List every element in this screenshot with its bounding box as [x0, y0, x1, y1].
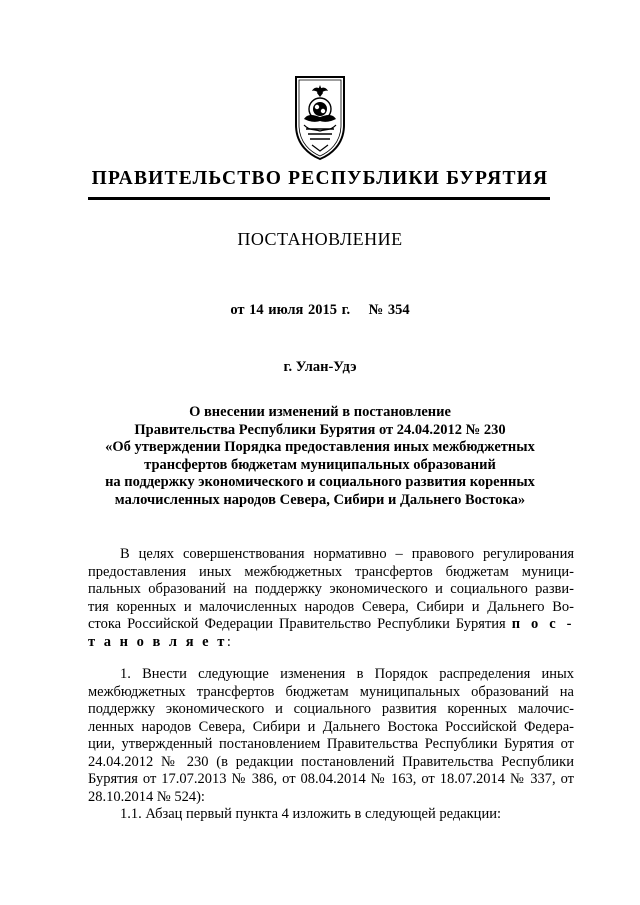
paragraph-line: предоставления иных межбюджетных трансфертов бюджетам муници-: [88, 563, 574, 580]
document-type: ПОСТАНОВЛЕНИЕ: [237, 229, 403, 249]
paragraph-item-1: [88, 666, 574, 806]
heading-line: трансфертов бюджетам муниципальных образований: [144, 456, 496, 473]
paragraph-preamble: [88, 546, 574, 651]
paragraph-line: [88, 634, 574, 652]
heading-line: малочисленных народов Севера, Сибири и Дальнего Востока»: [114, 491, 526, 508]
document-heading: [60, 404, 580, 509]
paragraph-line: 1.1. Абзац первый пункта 4 изложить в следующей редакции:: [120, 806, 501, 822]
heading-line: Правительства Республики Бурятия от 24.04.2012 № 230: [134, 421, 506, 438]
paragraph-line: В целях совершенствования нормативно – правового регулирования: [120, 546, 574, 562]
paragraph-line: 1. Внести следующие изменения в Порядок распределения иных: [120, 666, 574, 682]
paragraph-line: поддержку экономического и социального развития коренных малочис-: [88, 701, 574, 717]
heading-line: «Об утверждении Порядка предоставления иных межбюджетных: [105, 439, 535, 455]
heading-line: О внесении изменений в постановление: [189, 404, 451, 420]
coat-of-arms-emblem: [290, 73, 350, 161]
paragraph-line: Бурятия от 17.07.2013 № 386, от 08.04.2014 № 163, от 18.07.2014 № 337, от: [88, 771, 574, 787]
heading-line: на поддержку экономического и социального развития коренных: [105, 474, 535, 490]
paragraph-line: ленных народов Севера, Сибири и Дальнего Востока Российской Федера-: [88, 718, 574, 735]
paragraph-line: межбюджетных трансфертов бюджетам муниципальных образований на: [88, 683, 574, 700]
spaced-word-part: п о с -: [511, 616, 575, 632]
paragraph-item-1-1: [88, 806, 574, 824]
document-city: г. Улан-Удэ: [283, 359, 357, 375]
paragraph-line: [88, 616, 574, 634]
government-title: ПРАВИТЕЛЬСТВО РЕСПУБЛИКИ БУРЯТИЯ: [91, 168, 549, 189]
paragraph-line-text: стока Российской Федерации Правительство Республики Бурятия: [88, 616, 506, 632]
paragraph-end-mark: :: [226, 633, 231, 650]
paragraph-line: пальных образований на поддержку экономического и социального разви-: [88, 581, 574, 597]
paragraph-line: тия коренных и малочисленных народов Севера, Сибири и Дальнего Во-: [88, 598, 574, 615]
document-date-number: от 14 июля 2015 г. № 354: [230, 302, 410, 318]
header-divider: [88, 197, 550, 200]
paragraph-line: 24.04.2012 № 230 (в редакции постановлений Правительства Республики: [88, 753, 574, 770]
paragraph-line: 28.10.2014 № 524):: [88, 788, 205, 805]
spaced-word-part: т а н о в л я е т: [88, 633, 227, 650]
paragraph-line: ции, утвержденный постановлением Правительства Республики Бурятия от: [88, 736, 574, 752]
